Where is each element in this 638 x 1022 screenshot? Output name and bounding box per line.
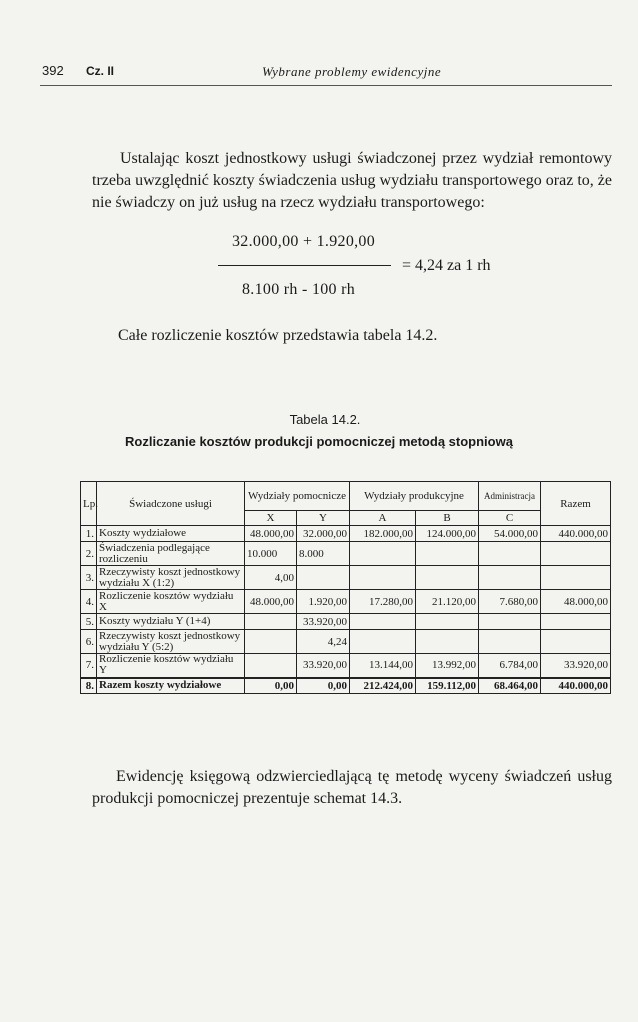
table-row <box>81 526 611 542</box>
cell-total: 48.000,00 <box>541 590 611 614</box>
header-rule <box>40 85 612 86</box>
row-name: Rzeczywisty koszt jednostkowy wydziału X (1:2) <box>97 566 245 590</box>
row-lp: 8. <box>81 678 97 694</box>
row-name: Rzeczywisty koszt jednostkowy wydziału Y (5:2) <box>97 630 245 654</box>
cell-c: 54.000,00 <box>479 526 541 542</box>
cell-c <box>479 566 541 590</box>
cell-c: 7.680,00 <box>479 590 541 614</box>
table-row <box>81 566 611 590</box>
cell-b: 124.000,00 <box>416 526 479 542</box>
cell-c <box>479 630 541 654</box>
formula-numerator: 32.000,00 + 1.920,00 <box>232 233 376 250</box>
running-title: Wybrane problemy ewidencyjne <box>262 64 442 79</box>
row-lp: 3. <box>81 566 97 590</box>
cell-b <box>416 566 479 590</box>
row-name: Rozliczenie kosztów wydziału X <box>97 590 245 614</box>
row-name: Razem koszty wydziałowe <box>97 678 245 694</box>
cell-x: 4,00 <box>245 566 297 590</box>
cell-a <box>350 614 416 630</box>
header-total: Razem <box>541 482 611 526</box>
row-lp: 1. <box>81 526 97 542</box>
intro-paragraph: Ustalając koszt jednostkowy usługi świadczonej przez wydział remontowy trzeba uwzględnić koszty świadczenia usług wydziału transportowego oraz to, że nie świadczy on już usług na rzecz wydziału transportowego: <box>92 150 612 211</box>
cell-b: 21.120,00 <box>416 590 479 614</box>
row-lp: 2. <box>81 542 97 566</box>
formula-denominator: 8.100 rh - 100 rh <box>242 281 356 298</box>
closing-paragraph: Ewidencję księgową odzwierciedlającą tę metodę wyceny świadczeń usług produkcji pomocniczej prezentuje schemat 14.3. <box>92 768 612 807</box>
row-lp: 7. <box>81 654 97 678</box>
row-name: Koszty wydziałowe <box>97 526 245 542</box>
header-administration: Administracja <box>479 482 541 511</box>
cell-a: 13.144,00 <box>350 654 416 678</box>
table-number: Tabela 14.2. <box>289 412 361 427</box>
header-a: A <box>350 511 416 526</box>
header-x: X <box>245 511 297 526</box>
cell-b: 159.112,00 <box>416 678 479 694</box>
header-service: Świadczone usługi <box>97 482 245 526</box>
cell-total: 33.920,00 <box>541 654 611 678</box>
row-lp: 4. <box>81 590 97 614</box>
header-production-departments: Wydziały produkcyjne <box>350 482 479 511</box>
cell-total <box>541 566 611 590</box>
header-b: B <box>416 511 479 526</box>
row-lp: 5. <box>81 614 97 630</box>
cell-c <box>479 614 541 630</box>
header-c: C <box>479 511 541 526</box>
cell-y: 1.920,00 <box>297 590 350 614</box>
header-y: Y <box>297 511 350 526</box>
table-row <box>81 590 611 614</box>
table-title: Rozliczanie kosztów produkcji pomocniczej metodą stopniową <box>125 434 513 449</box>
cell-x <box>245 654 297 678</box>
cell-total: 440.000,00 <box>541 678 611 694</box>
cell-x: 48.000,00 <box>245 526 297 542</box>
cell-b <box>416 542 479 566</box>
table-row <box>81 614 611 630</box>
row-lp: 6. <box>81 630 97 654</box>
cell-total <box>541 542 611 566</box>
header-aux-departments: Wydziały pomocnicze <box>245 482 350 511</box>
cell-y <box>297 566 350 590</box>
cell-c: 68.464,00 <box>479 678 541 694</box>
row-name: Świadczenia podlegające rozliczeniu <box>97 542 245 566</box>
cell-x: 0,00 <box>245 678 297 694</box>
cell-c <box>479 542 541 566</box>
cell-x <box>245 614 297 630</box>
table-ref-paragraph: Całe rozliczenie kosztów przedstawia tabela 14.2. <box>118 327 438 344</box>
table-row <box>81 542 611 566</box>
table-row-total <box>81 678 611 694</box>
row-name: Rozliczenie kosztów wydziału Y <box>97 654 245 678</box>
cell-c: 6.784,00 <box>479 654 541 678</box>
cell-a <box>350 542 416 566</box>
cell-y: 8.000 <box>297 542 350 566</box>
cost-allocation-table <box>80 481 611 694</box>
cell-a: 17.280,00 <box>350 590 416 614</box>
formula-fraction-line <box>218 265 391 266</box>
table-row <box>81 654 611 678</box>
cell-x: 10.000 <box>245 542 297 566</box>
cell-b <box>416 614 479 630</box>
cell-total <box>541 614 611 630</box>
cell-a <box>350 566 416 590</box>
row-name: Koszty wydziału Y (1+4) <box>97 614 245 630</box>
cell-x: 48.000,00 <box>245 590 297 614</box>
formula-result: = 4,24 za 1 rh <box>402 257 491 274</box>
cell-y: 33.920,00 <box>297 654 350 678</box>
cell-total: 440.000,00 <box>541 526 611 542</box>
cell-a <box>350 630 416 654</box>
cell-b: 13.992,00 <box>416 654 479 678</box>
cell-total <box>541 630 611 654</box>
cell-b <box>416 630 479 654</box>
cell-a: 212.424,00 <box>350 678 416 694</box>
header-lp: Lp. <box>81 482 97 526</box>
cell-a: 182.000,00 <box>350 526 416 542</box>
cell-y: 32.000,00 <box>297 526 350 542</box>
cell-y: 4,24 <box>297 630 350 654</box>
part-label: Cz. II <box>86 64 115 78</box>
page-number: 392 <box>42 63 64 78</box>
cell-y: 0,00 <box>297 678 350 694</box>
cell-y: 33.920,00 <box>297 614 350 630</box>
table-row <box>81 630 611 654</box>
cell-x <box>245 630 297 654</box>
